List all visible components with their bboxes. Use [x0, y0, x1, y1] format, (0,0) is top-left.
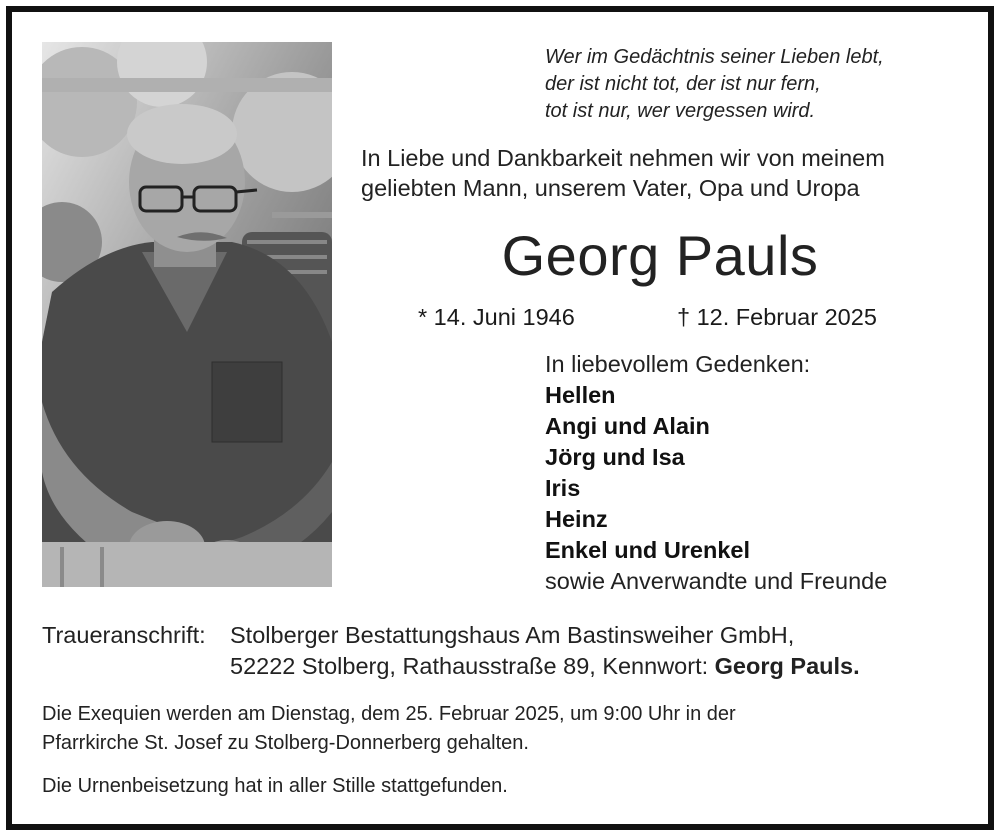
intro-line: In Liebe und Dankbarkeit nehmen wir von meinem — [361, 145, 885, 171]
quote-line: der ist nicht tot, der ist nur fern, — [545, 73, 821, 95]
intro-text — [361, 143, 981, 203]
mourners-list — [545, 349, 975, 597]
quote-line: Wer im Gedächtnis seiner Lieben lebt, — [545, 46, 884, 68]
mourner-name: Enkel und Urenkel — [545, 537, 751, 563]
service-info — [42, 700, 972, 758]
address-label: Traueranschrift: — [42, 622, 206, 648]
service-line: Die Exequien werden am Dienstag, dem 25. Februar 2025, um 9:00 Uhr in der — [42, 703, 736, 725]
address-line-2: 52222 Stolberg, Rathausstraße 89, Kennwort: — [230, 653, 709, 679]
condolence-address — [42, 620, 982, 682]
quote-line: tot ist nur, wer vergessen wird. — [545, 100, 816, 122]
service-line: Pfarrkirche St. Josef zu Stolberg-Donnerberg gehalten. — [42, 732, 529, 754]
birth-date: * 14. Juni 1946 — [418, 304, 575, 330]
mourner-name: Heinz — [545, 506, 608, 532]
mourner-name: Hellen — [545, 382, 616, 408]
portrait-photo — [42, 42, 332, 587]
mourners-heading: In liebevollem Gedenken: — [545, 351, 811, 377]
mourners-closing: sowie Anverwandte und Freunde — [545, 568, 888, 594]
deceased-name: Georg Pauls — [501, 224, 819, 287]
burial-note: Die Urnenbeisetzung hat in aller Stille stattgefunden. — [42, 775, 508, 797]
intro-line: geliebten Mann, unserem Vater, Opa und Uropa — [361, 175, 860, 201]
mourner-name: Angi und Alain — [545, 413, 710, 439]
mourner-name: Jörg und Isa — [545, 444, 685, 470]
address-line-1: Stolberger Bestattungshaus Am Bastinsweiher GmbH, — [230, 622, 795, 648]
mourner-name: Iris — [545, 475, 581, 501]
memorial-quote — [545, 44, 965, 125]
death-date: † 12. Februar 2025 — [677, 304, 877, 330]
address-keyword: Georg Pauls. — [714, 653, 860, 679]
